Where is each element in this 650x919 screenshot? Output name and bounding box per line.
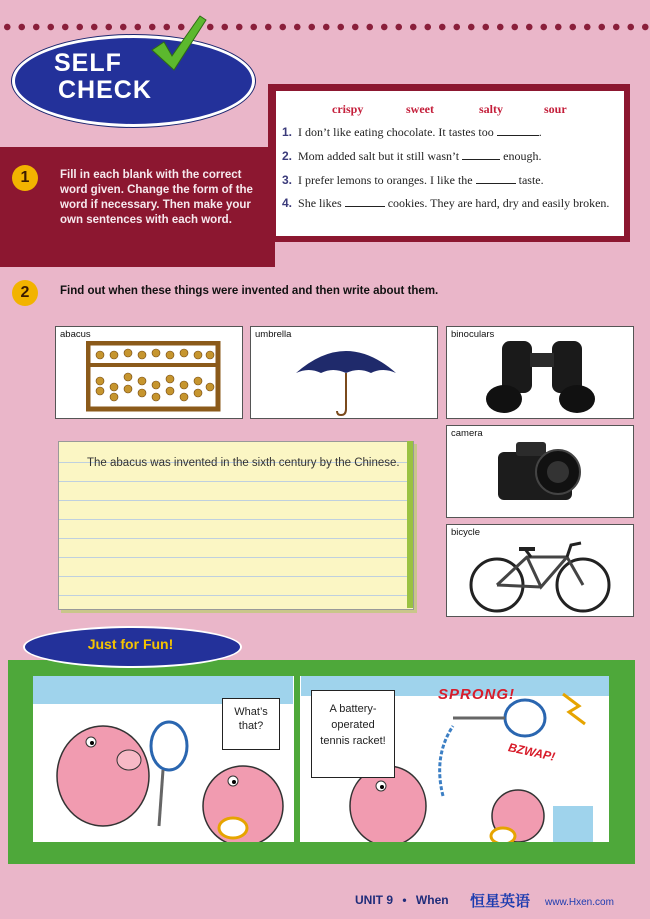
sentence-1 xyxy=(282,124,622,140)
sentence-text-after: enough. xyxy=(503,149,542,163)
answer-blank[interactable] xyxy=(476,173,516,184)
self-check-title xyxy=(50,50,152,104)
sentence-text-after: . xyxy=(538,125,542,139)
watermark-site: www.Hxen.com xyxy=(545,897,614,908)
umbrella-card xyxy=(250,326,438,419)
exercise1-number: 1 xyxy=(12,165,38,191)
sentence-number: 1. xyxy=(282,125,293,139)
sentence-number: 2. xyxy=(282,149,293,163)
camera-image xyxy=(492,434,592,512)
sentence-number: 4. xyxy=(282,196,293,210)
speech-bubble-2: A battery-operated tennis racket! xyxy=(311,690,395,778)
umbrella-image xyxy=(291,341,401,417)
item-label: umbrella xyxy=(255,329,292,340)
unit-title: When xyxy=(415,893,449,907)
sentence-3 xyxy=(282,172,622,188)
word-crispy: crispy xyxy=(332,102,364,116)
answer-blank[interactable] xyxy=(345,196,385,207)
sentence-text: I prefer lemons to oranges. I like the xyxy=(298,173,473,187)
notebook-edge xyxy=(407,441,413,608)
sentence-text: Mom added salt but it still wasn’t xyxy=(298,149,460,163)
item-label: camera xyxy=(451,428,483,439)
sentence-text-after: cookies. They are hard, dry and easily broken. xyxy=(387,196,610,210)
top-dot-border xyxy=(0,22,650,32)
answer-blank[interactable] xyxy=(462,149,500,160)
sound-effect-sprong: SPRONG! xyxy=(438,686,516,703)
bicycle-image xyxy=(469,535,614,615)
bicycle-card xyxy=(446,524,634,617)
camera-card xyxy=(446,425,634,518)
separator: • xyxy=(402,893,407,907)
item-label: bicycle xyxy=(451,527,481,538)
word-sweet: sweet xyxy=(406,102,434,116)
sentence-number: 3. xyxy=(282,173,293,187)
sentence-4 xyxy=(282,195,622,211)
speech-bubble-1: What’s that? xyxy=(222,698,280,750)
footer-unit xyxy=(355,893,449,907)
checkmark-icon xyxy=(148,12,208,72)
binoculars-image xyxy=(482,333,602,417)
binoculars-card xyxy=(446,326,634,419)
exercise2-number: 2 xyxy=(12,280,38,306)
abacus-card xyxy=(55,326,243,419)
title-line2: CHECK xyxy=(58,76,152,104)
unit-label: UNIT 9 xyxy=(355,893,394,907)
sentence-text: I don’t like eating chocolate. It tastes too xyxy=(298,125,494,139)
sound-effect-bzwap: BZWAP! xyxy=(507,740,557,764)
example-sentence: The abacus was invented in the sixth century by the Chinese. xyxy=(87,457,400,469)
exercise1-instructions: Fill in each blank with the correct word given. Change the form of the word if necessary. Then make your own sentences with each word. xyxy=(60,169,253,226)
answer-blank[interactable] xyxy=(497,125,539,136)
sentence-2 xyxy=(282,148,622,164)
sentence-text-after: taste. xyxy=(518,173,544,187)
title-line1: SELF xyxy=(54,49,122,77)
word-salty: salty xyxy=(479,102,503,116)
item-label: abacus xyxy=(60,329,91,340)
just-for-fun-title: Just for Fun! xyxy=(87,636,174,652)
watermark: 恒星英语 xyxy=(470,893,531,910)
abacus-image xyxy=(86,341,221,413)
sentence-text: She likes xyxy=(298,196,342,210)
item-label: binoculars xyxy=(451,329,495,340)
exercise2-instructions: Find out when these things were invented and then write about them. xyxy=(60,285,439,297)
word-sour: sour xyxy=(544,102,567,116)
